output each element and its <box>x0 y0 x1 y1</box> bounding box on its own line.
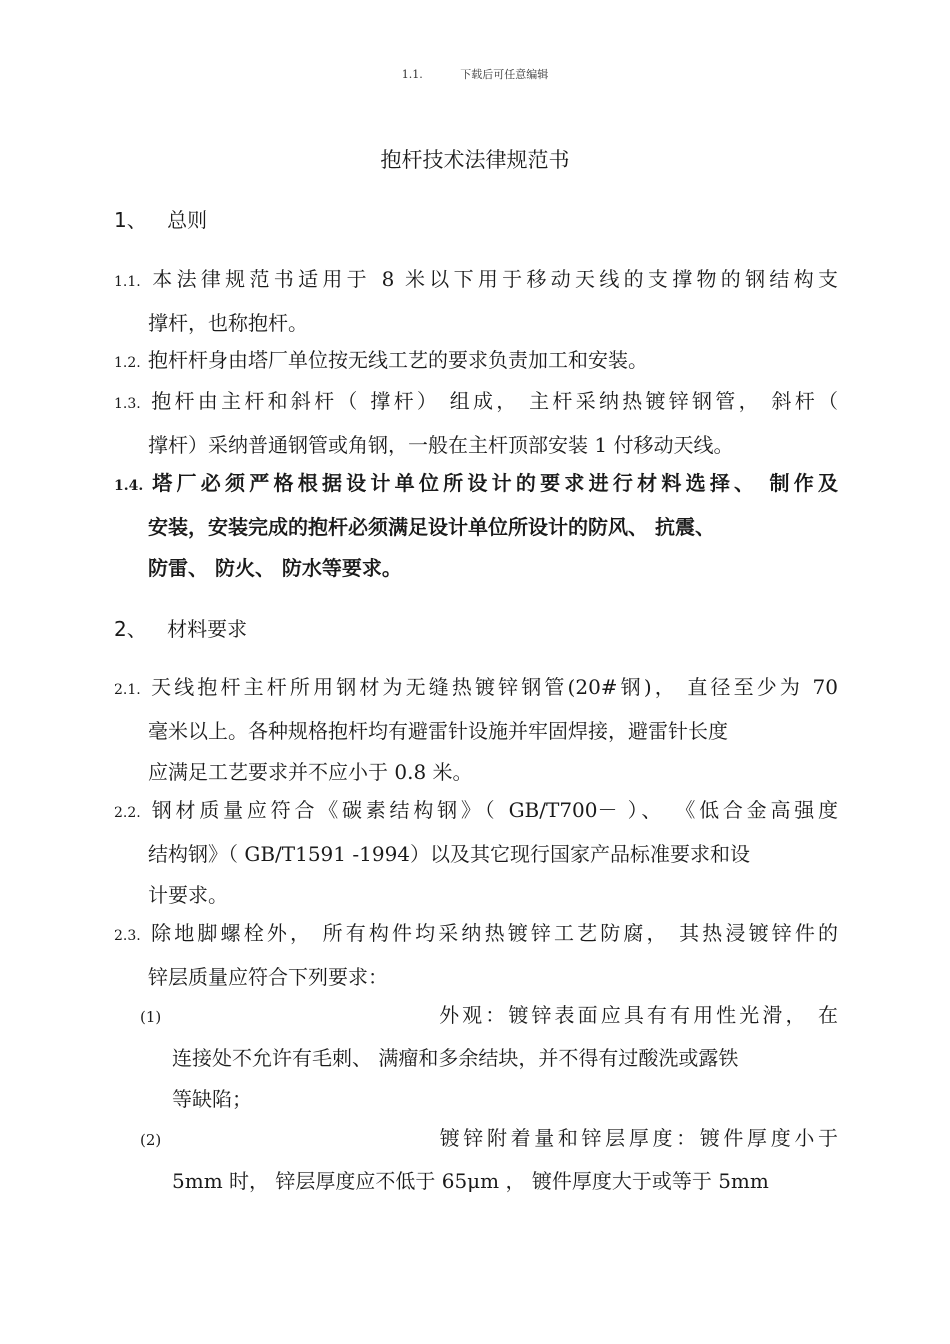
clause-2-2 <box>114 790 838 916</box>
clause-1-4 <box>114 463 838 589</box>
clause-line: 毫米以上。各种规格抱杆均有避雷针设施并牢固焊接，避雷针长度 <box>148 719 728 743</box>
clause-line: 结构钢》（ GB/T1591 -1994）以及其它现行国家产品标准要求和设 <box>148 842 751 866</box>
clause-1-2 <box>114 340 838 384</box>
clause-number: 1.1. <box>114 274 141 290</box>
subclause-line: 5mm 时， 锌层厚度应不低于 65μm ， 镀件厚度大于或等于 5mm <box>172 1169 769 1193</box>
clause-number: 1.2. <box>114 355 141 371</box>
section-number: 2、 <box>114 617 147 641</box>
clause-2-3 <box>114 913 838 998</box>
clause-number: 2.3. <box>114 928 141 944</box>
clause-line: 抱杆由主杆和斜杆（ 撑杆） 组成， 主杆采纳热镀锌钢管， 斜杆（ <box>148 389 838 413</box>
section-heading-1 <box>114 204 207 233</box>
document-title: 抱杆技术法律规范书 <box>380 148 570 172</box>
subclause-line: 等缺陷； <box>172 1087 252 1111</box>
clause-line: 钢材质量应符合《碳素结构钢》（ GB/T700－ ）、 《低合金高强度 <box>148 798 838 822</box>
clause-1-1 <box>114 259 838 344</box>
clause-line: 计要求。 <box>148 883 228 907</box>
clause-line: 本法律规范书适用于 8 米以下用于移动天线的支撑物的钢结构支 <box>148 267 838 291</box>
page-header <box>0 66 950 82</box>
subclause-number: (1) <box>140 1008 162 1026</box>
clause-line: 锌层质量应符合下列要求： <box>148 965 388 989</box>
subclause-2 <box>140 1118 838 1202</box>
clause-line: 天线抱杆主杆所用钢材为无缝热镀锌钢管(20#钢)， 直径至少为 70 <box>148 675 838 699</box>
clause-1-3 <box>114 381 838 466</box>
subclause-line: 连接处不允许有毛刺、 满瘤和多余结块，并不得有过酸洗或露铁 <box>172 1046 739 1070</box>
clause-line: 撑杆）采纳普通钢管或角钢，一般在主杆顶部安装 1 付移动天线。 <box>148 433 734 457</box>
subclause-line: 外观：镀锌表面应具有有用性光滑， 在 <box>436 1003 838 1027</box>
clause-line: 安装，安装完成的抱杆必须满足设计单位所设计的防风、 抗震、 <box>148 515 715 539</box>
subclause-line: 镀锌附着量和锌层厚度：镀件厚度小于 <box>436 1126 838 1150</box>
clause-number: 1.3. <box>114 396 141 412</box>
section-heading-2 <box>114 613 247 642</box>
section-title: 材料要求 <box>167 617 248 641</box>
clause-line: 抱杆杆身由塔厂单位按无线工艺的要求负责加工和安装。 <box>148 348 648 372</box>
subclause-1 <box>140 995 838 1120</box>
section-title: 总则 <box>167 208 208 232</box>
clause-number: 2.2. <box>114 805 141 821</box>
clause-number: 1.4. <box>114 478 144 494</box>
header-text: 下载后可任意编辑 <box>460 68 549 81</box>
subclause-number: (2) <box>140 1131 162 1149</box>
clause-line: 塔厂必须严格根据设计单位所设计的要求进行材料选择、 制作及 <box>148 471 838 495</box>
clause-line: 防雷、 防火、 防水等要求。 <box>148 556 402 580</box>
clause-number: 2.1. <box>114 682 141 698</box>
clause-2-1 <box>114 667 838 793</box>
header-number: 1.1. <box>401 68 423 81</box>
clause-line: 应满足工艺要求并不应小于 0.8 米。 <box>148 760 473 784</box>
clause-line: 除地脚螺栓外， 所有构件均采纳热镀锌工艺防腐， 其热浸镀锌件的 <box>148 921 838 945</box>
section-number: 1、 <box>114 208 147 232</box>
clause-line: 撑杆，也称抱杆。 <box>148 311 308 335</box>
